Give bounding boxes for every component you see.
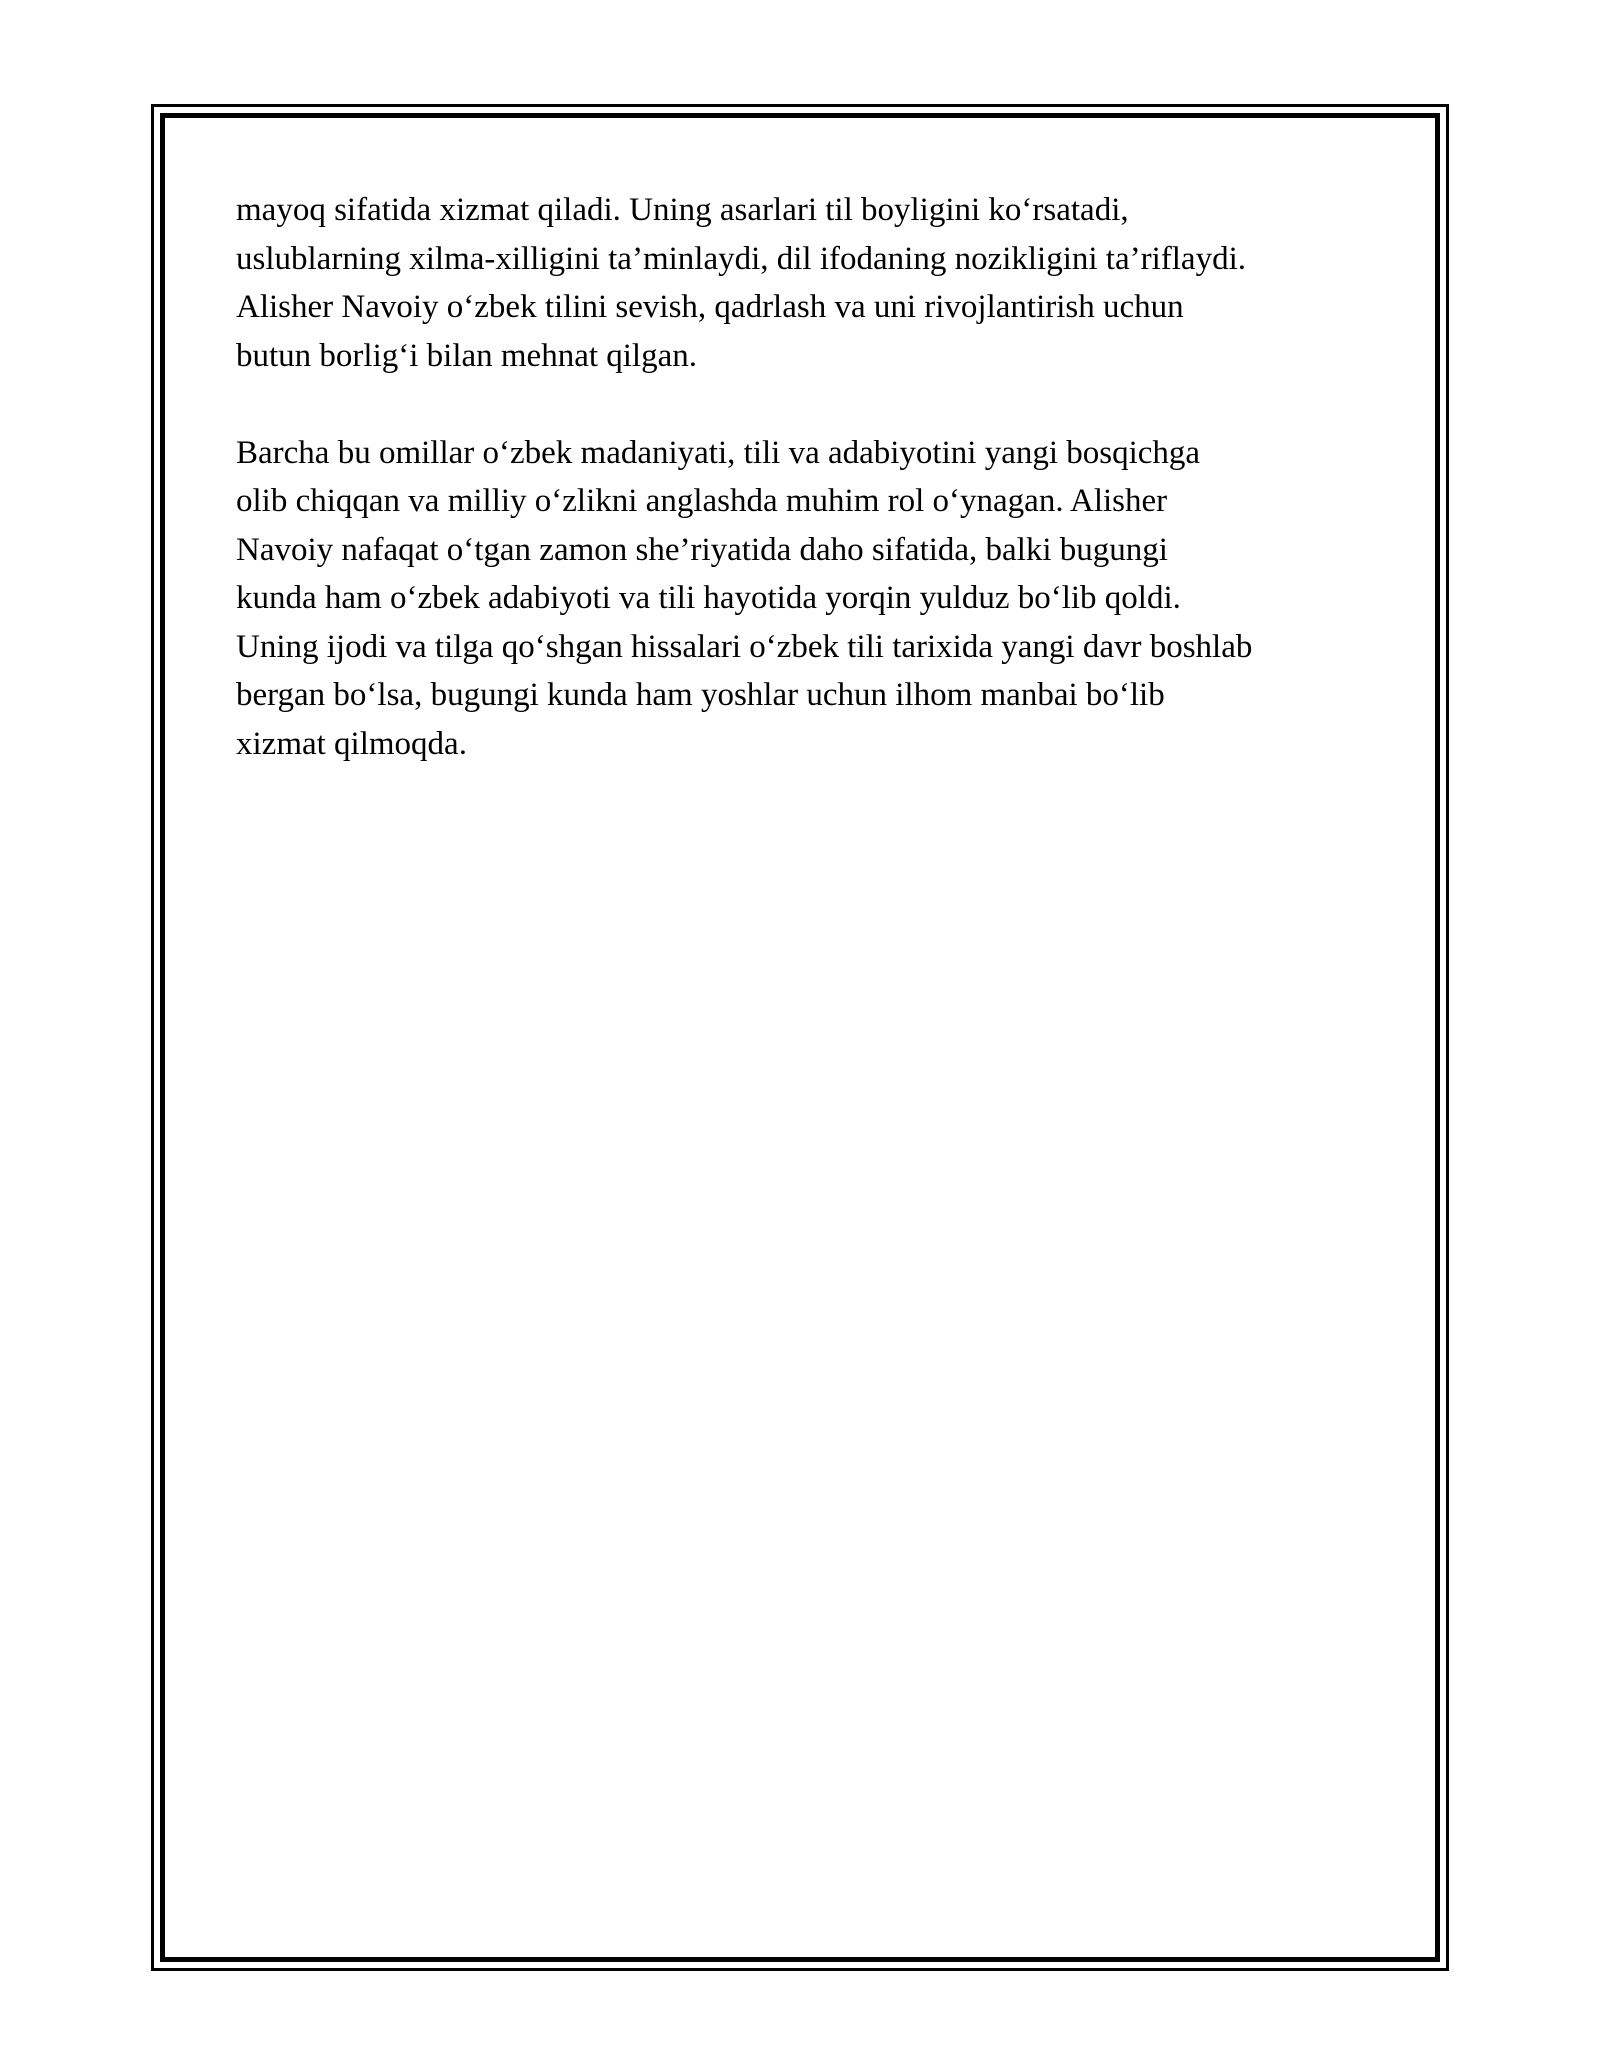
text-line: bergan bo‘lsa, bugungi kunda ham yoshlar uchun ilhom manbai bo‘lib: [236, 677, 1165, 713]
text-line: olib chiqqan va milliy o‘zlikni anglashda muhim rol o‘ynagan. Alisher: [236, 483, 1168, 519]
text-line: xizmat qilmoqda.: [236, 725, 467, 762]
document-body: [236, 186, 1386, 768]
text-line: uslublarning xilma-xilligini ta’minlaydi, dil ifodaning nozikligini ta’riflaydi.: [236, 240, 1246, 277]
text-line: kunda ham o‘zbek adabiyoti va tili hayotida yorqin yulduz bo‘lib qoldi.: [236, 580, 1181, 616]
text-line: butun borlig‘i bilan mehnat qilgan.: [236, 337, 698, 374]
text-line: Alisher Navoiy o‘zbek tilini sevish, qadrlash va uni rivojlantirish uchun: [236, 289, 1184, 325]
text-line: Navoiy nafaqat o‘tgan zamon she’riyatida daho sifatida, balki bugungi: [236, 531, 1168, 568]
paragraph-1: [236, 186, 1386, 380]
text-line: mayoq sifatida xizmat qiladi. Uning asarlari til boyligini ko‘rsatadi,: [236, 192, 1129, 228]
text-line: Uning ijodi va tilga qo‘shgan hissalari o‘zbek tili tarixida yangi davr boshlab: [236, 628, 1253, 665]
text-line: Barcha bu omillar o‘zbek madaniyati, tili va adabiyotini yangi bosqichga: [236, 434, 1201, 471]
paragraph-2: [236, 429, 1386, 769]
